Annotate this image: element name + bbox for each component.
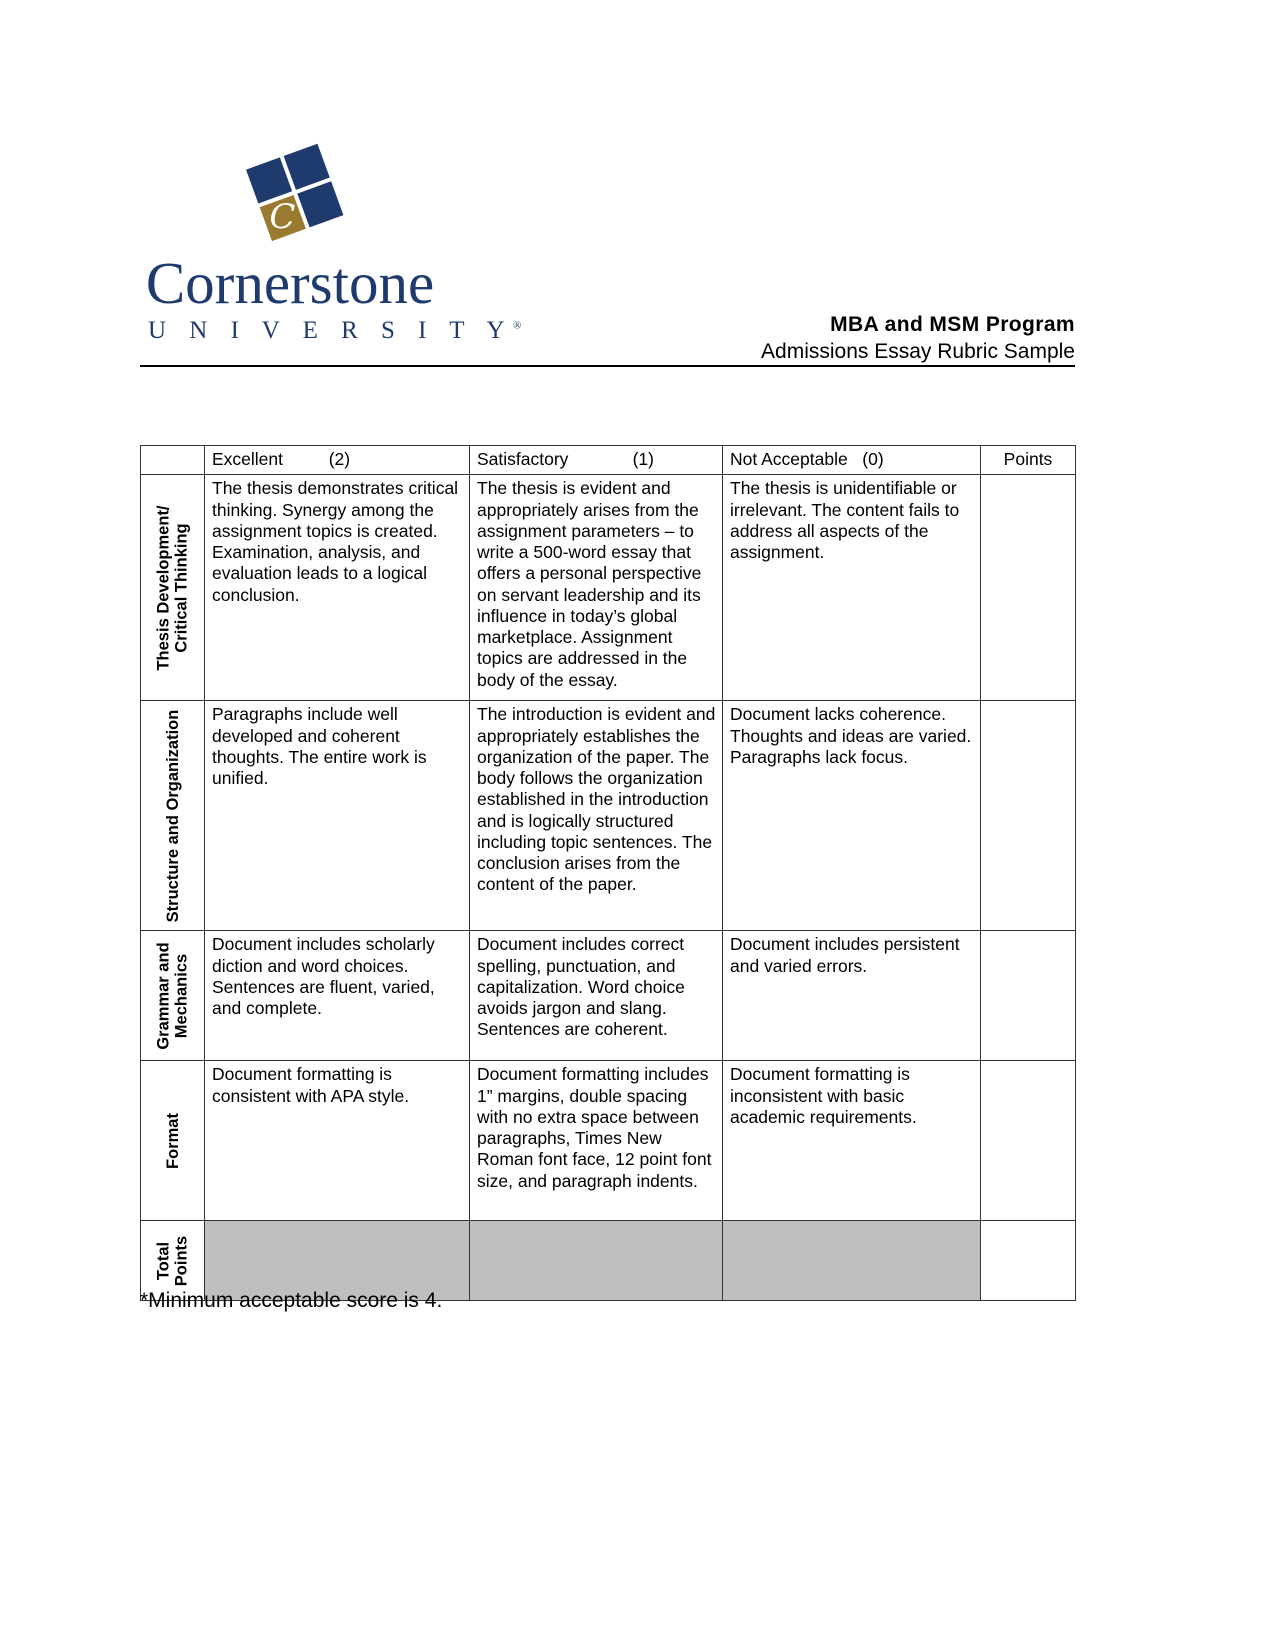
- table-header-row: [141, 446, 1076, 475]
- cell-text: Document includes scholarly diction and word choices. Sentences are fluent, varied, and complete.: [212, 934, 435, 1018]
- cell-satisfactory: [470, 475, 723, 701]
- cell-excellent: [205, 701, 470, 931]
- cell-text: Document formatting is consistent with APA style.: [212, 1064, 410, 1106]
- header-divider: [140, 365, 1075, 367]
- cell-not-acceptable: [723, 1061, 981, 1221]
- rotated-label-line-1: Total: [154, 1241, 173, 1280]
- rotated-label-line-2: Mechanics: [172, 953, 191, 1038]
- cell-text: Paragraphs include well developed and coherent thoughts. The entire work is unified.: [212, 704, 427, 788]
- footnote: *Minimum acceptable score is 4.: [140, 1289, 443, 1312]
- logo-quadrant-bottom-left: [260, 195, 306, 241]
- logo-mark-icon: [245, 148, 345, 248]
- cell-total-points[interactable]: [981, 1221, 1076, 1301]
- header-criterion-blank: [141, 446, 205, 475]
- row-label-structure-organization: [141, 701, 205, 931]
- page-title: MBA and MSM Program: [830, 313, 1075, 336]
- cell-satisfactory-shaded: [470, 1221, 723, 1301]
- header-excellent: Excellent (2): [205, 446, 470, 475]
- rotated-label: [163, 709, 181, 922]
- cell-text: Document lacks coherence. Thoughts and ideas are varied. Paragraphs lack focus.: [730, 704, 972, 767]
- row-label-format: [141, 1061, 205, 1221]
- header-not-acceptable: Not Acceptable (0): [723, 446, 981, 475]
- cell-excellent: [205, 475, 470, 701]
- cell-satisfactory: [470, 701, 723, 931]
- cell-points[interactable]: [981, 701, 1076, 931]
- rubric-table-container: [140, 445, 1075, 1301]
- header-satisfactory: Satisfactory (1): [470, 446, 723, 475]
- logo-wordmark: Cornerstone: [145, 250, 435, 316]
- cell-not-acceptable-shaded: [723, 1221, 981, 1301]
- rotated-label-line-1: Grammar and: [154, 942, 173, 1050]
- header-points: Points: [981, 446, 1076, 475]
- rotated-label: [154, 1236, 191, 1286]
- logo-quadrant-bottom-right: [297, 181, 343, 227]
- page-subtitle: Admissions Essay Rubric Sample: [761, 339, 1075, 363]
- cell-text: The thesis demonstrates critical thinking. Synergy among the assignment topics is created. Examination, analysis, and evaluation leads to a logical conclusion.: [212, 478, 459, 605]
- logo-subwordmark-text: U N I V E R S I T Y: [148, 317, 514, 344]
- rotated-label-line-2: Points: [172, 1235, 191, 1286]
- rotated-label-line-1: Structure and Organization: [163, 709, 182, 923]
- document-header: [140, 312, 1075, 366]
- table-row: [141, 701, 1076, 931]
- cell-points[interactable]: [981, 475, 1076, 701]
- cell-points[interactable]: [981, 931, 1076, 1061]
- cell-satisfactory: [470, 931, 723, 1061]
- rotated-label: [154, 505, 191, 670]
- rotated-label-line-1: Thesis Development/: [154, 505, 173, 671]
- logo-quadrant-top-right: [284, 144, 330, 190]
- cell-excellent: [205, 931, 470, 1061]
- cell-text: Document formatting includes 1” margins, double spacing with no extra space between paragraphs, Times New Roman font face, 12 point font size, and paragraph indents.: [477, 1064, 712, 1191]
- cell-text: Document includes persistent and varied errors.: [730, 934, 960, 976]
- cell-points[interactable]: [981, 1061, 1076, 1221]
- cell-text: The thesis is unidentifiable or irrelevant. The content fails to address all aspects of the assignment.: [730, 478, 960, 562]
- cell-not-acceptable: [723, 475, 981, 701]
- rotated-label: [163, 1113, 181, 1169]
- cell-text: The introduction is evident and appropriately establishes the organization of the paper. The body follows the organization established in the introduction and is logically structured including topic sentences. The conclusion arises from the content of the paper.: [477, 704, 716, 895]
- table-row: [141, 931, 1076, 1061]
- cell-excellent: [205, 1061, 470, 1221]
- cell-satisfactory: [470, 1061, 723, 1221]
- cell-text: Document includes correct spelling, punctuation, and capitalization. Word choice avoids jargon and slang. Sentences are coherent.: [477, 934, 685, 1040]
- table-row: [141, 475, 1076, 701]
- table-row: [141, 1061, 1076, 1221]
- logo-diamond-icon: [246, 143, 346, 243]
- rotated-label-line-1: Format: [163, 1112, 182, 1169]
- rotated-label-line-2: Critical Thinking: [172, 523, 191, 653]
- cell-text: Document formatting is inconsistent with basic academic requirements.: [730, 1064, 917, 1127]
- registered-trademark-icon: ®: [513, 319, 522, 332]
- rubric-table: [140, 445, 1076, 1301]
- rubric-table-body: [141, 475, 1076, 1301]
- cell-not-acceptable: [723, 931, 981, 1061]
- rotated-label: [154, 942, 191, 1049]
- cell-text: The thesis is evident and appropriately arises from the assignment parameters – to write a 500-word essay that offers a personal perspective on servant leadership and its influence in today’s global marketplace. Assignment topics are addressed in the body of the essay.: [477, 478, 702, 690]
- rubric-table-header: [141, 446, 1076, 475]
- row-label-grammar-mechanics: [141, 931, 205, 1061]
- logo-monogram-letter: C: [269, 197, 296, 238]
- cell-not-acceptable: [723, 701, 981, 931]
- row-label-thesis-development: [141, 475, 205, 701]
